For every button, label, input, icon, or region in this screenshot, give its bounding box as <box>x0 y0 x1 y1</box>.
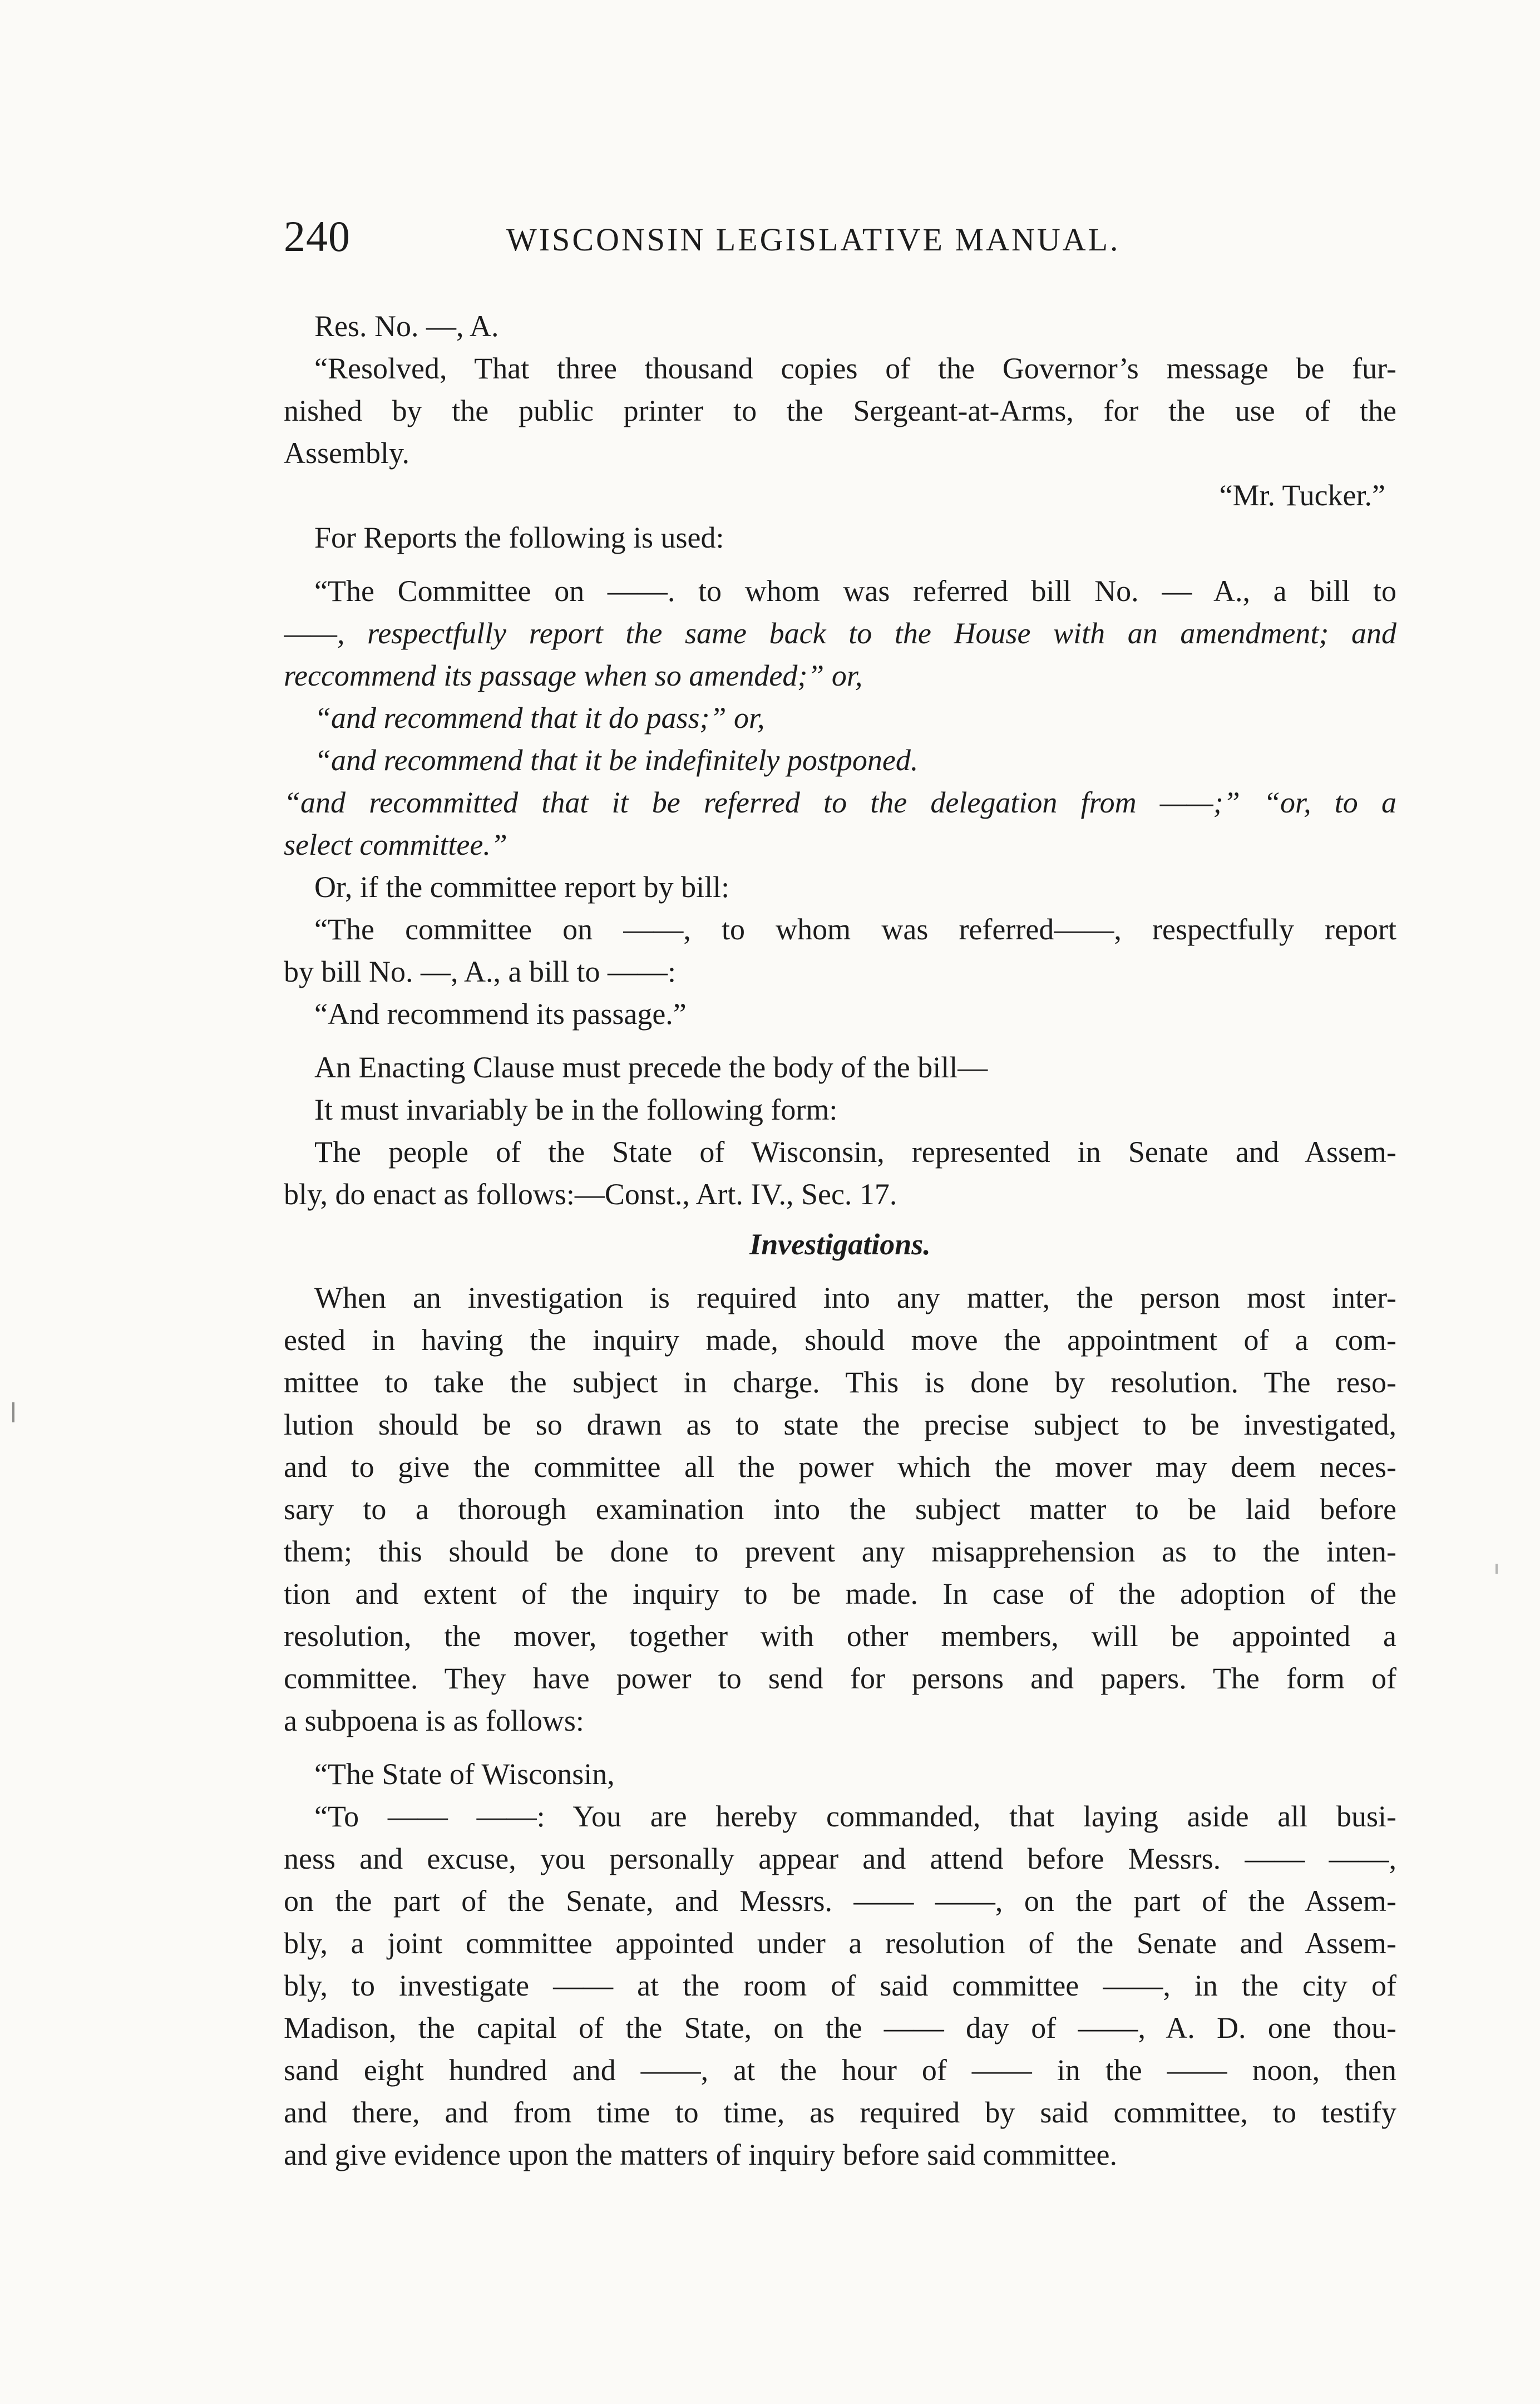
text-line: them; this should be done to prevent any misapprehension as to the inten- <box>284 1535 1396 1568</box>
spacer <box>284 1035 1396 1046</box>
text-line: Madison, the capital of the State, on the —— day of ——, A. D. one thou- <box>284 2011 1396 2045</box>
text-line: “To —— ——: You are hereby commanded, that laying aside all busi- <box>314 1800 1396 1833</box>
text-line: tion and extent of the inquiry to be made. In case of the adoption of the <box>284 1577 1396 1610</box>
text-line: Res. No. —, A. <box>314 309 499 343</box>
text-line: a subpoena is as follows: <box>284 1704 584 1737</box>
text-line: “The Committee on ——. to whom was referred bill No. — A., a bill to <box>314 574 1396 608</box>
text-line: by bill No. —, A., a bill to ——: <box>284 955 677 988</box>
scan-mark <box>12 1402 14 1422</box>
text-line: ——, respectfully report the same back to the House with an amendment; and <box>284 617 1396 650</box>
text-line: An Enacting Clause must precede the body of the bill— <box>314 1051 988 1084</box>
text-line: resolution, the mover, together with other members, will be appointed a <box>284 1619 1396 1653</box>
text-line: committee. They have power to send for persons and papers. The form of <box>284 1662 1396 1695</box>
page-number: 240 <box>284 212 351 260</box>
text-line: The people of the State of Wisconsin, represented in Senate and Assem- <box>314 1135 1396 1169</box>
text-line: “and recommend that it do pass;” or, <box>314 701 765 735</box>
text-line: bly, a joint committee appointed under a resolution of the Senate and Assem- <box>284 1927 1396 1960</box>
running-head: WISCONSIN LEGISLATIVE MANUAL. <box>506 221 1121 258</box>
text-line: reccommend its passage when so amended;” or, <box>284 659 863 692</box>
text-line: sary to a thorough examination into the subject matter to be laid before <box>284 1492 1396 1526</box>
scan-mark <box>1495 1564 1498 1574</box>
text-line: “and recommend that it be indefinitely postponed. <box>314 743 919 777</box>
text-line: bly, to investigate —— at the room of said committee ——, in the city of <box>284 1969 1396 2002</box>
section-heading: Investigations. <box>749 1228 931 1261</box>
text-line: “And recommend its passage.” <box>314 997 687 1031</box>
text-line: ness and excuse, you personally appear and attend before Messrs. —— ——, <box>284 1842 1396 1875</box>
text-line: “Mr. Tucker.” <box>1219 479 1385 512</box>
text-line: When an investigation is required into any matter, the person most inter- <box>314 1281 1396 1314</box>
text-line: lution should be so drawn as to state the precise subject to be investigated, <box>284 1408 1396 1441</box>
text-line: nished by the public printer to the Sergeant-at-Arms, for the use of the <box>284 394 1396 427</box>
text-line: sand eight hundred and ——, at the hour of —— in the —— noon, then <box>284 2053 1396 2087</box>
text-line: For Reports the following is used: <box>314 521 724 554</box>
spacer <box>284 1265 1396 1277</box>
text-line: bly, do enact as follows:—Const., Art. IV., Sec. 17. <box>284 1178 897 1211</box>
text-line: “and recommitted that it be referred to the delegation from ——;” “or, to a <box>284 786 1396 819</box>
text-line: It must invariably be in the following form: <box>314 1093 838 1126</box>
spacer <box>284 1215 1396 1223</box>
text-line: Assembly. <box>284 436 409 470</box>
spacer <box>284 1742 1396 1753</box>
text-line: on the part of the Senate, and Messrs. —— ——, on the part of the Assem- <box>284 1884 1396 1918</box>
text-line: select committee.” <box>284 828 507 861</box>
text-line: ested in having the inquiry made, should move the appointment of a com- <box>284 1323 1396 1357</box>
text-line: “The committee on ——, to whom was referred——, respectfully report <box>314 913 1396 946</box>
text-line: and there, and from time to time, as required by said committee, to testify <box>284 2096 1396 2129</box>
text-line: and to give the committee all the power which the mover may deem neces- <box>284 1450 1396 1484</box>
text-line: mittee to take the subject in charge. This is done by resolution. The reso- <box>284 1366 1396 1399</box>
spacer <box>284 559 1396 570</box>
text-line: “The State of Wisconsin, <box>314 1757 615 1791</box>
text-line: and give evidence upon the matters of inquiry before said committee. <box>284 2138 1117 2171</box>
page-body <box>284 305 1396 2176</box>
text-line: Or, if the committee report by bill: <box>314 870 730 904</box>
text-line: “Resolved, That three thousand copies of the Governor’s message be fur- <box>314 352 1396 385</box>
page-header <box>284 212 1285 282</box>
